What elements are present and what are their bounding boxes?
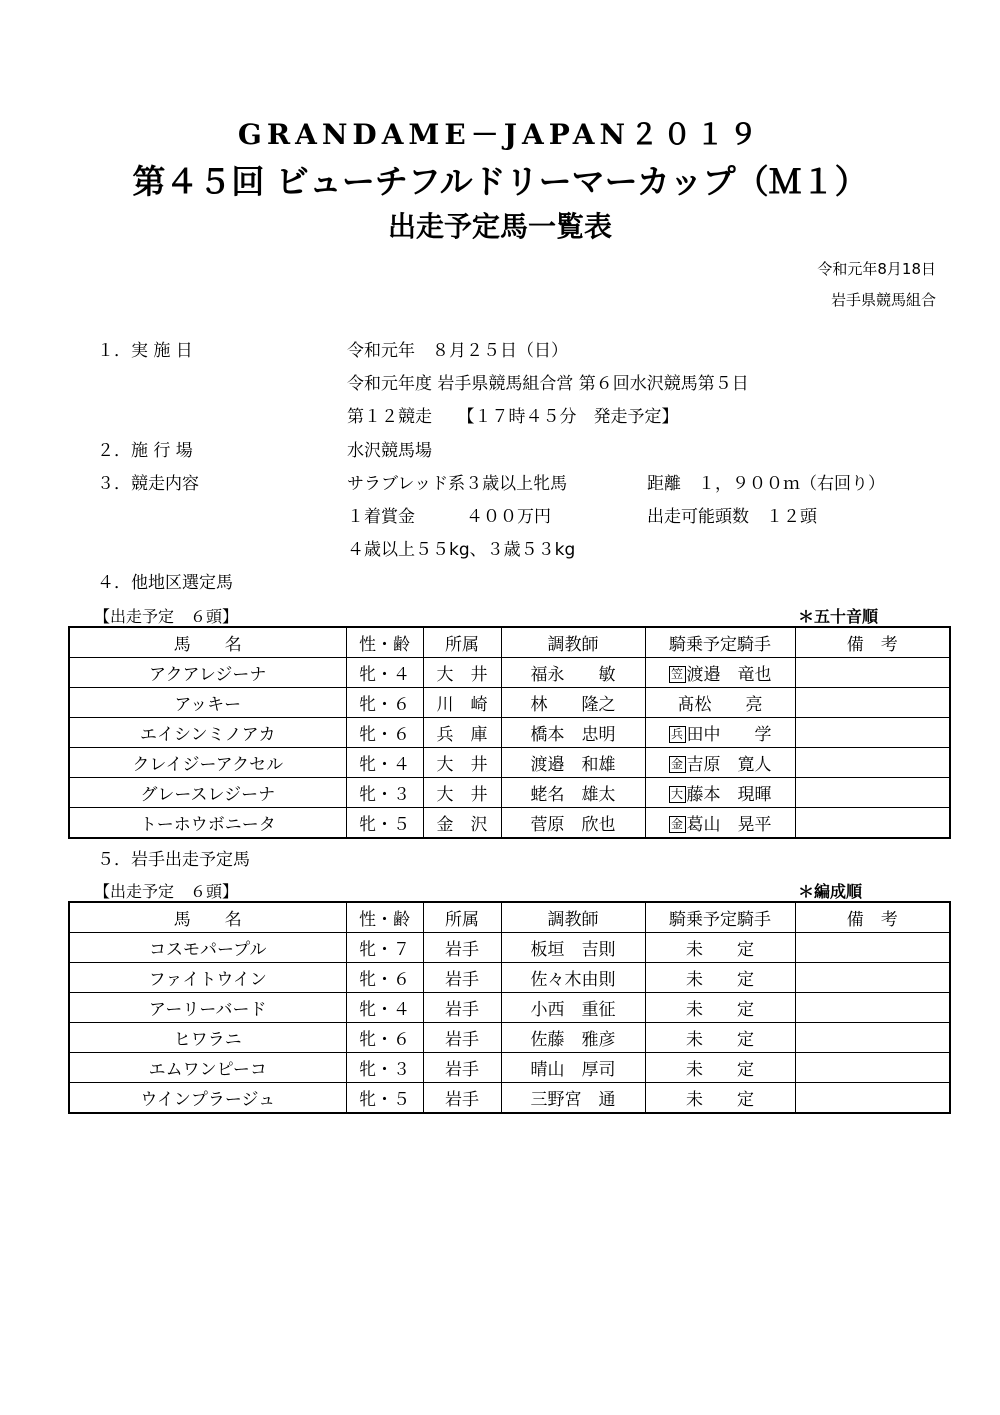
sex-age: 牝・６ bbox=[346, 1023, 423, 1053]
affiliation: 兵 庫 bbox=[423, 718, 501, 748]
iwate-table bbox=[68, 901, 951, 1114]
sex-age: 牝・４ bbox=[346, 658, 423, 688]
jockey bbox=[645, 658, 795, 688]
region-badge: 兵 bbox=[669, 726, 686, 743]
meet-value: 令和元年度 岩手県競馬組合営 第６回水沢競馬第５日 bbox=[347, 374, 749, 394]
table-row bbox=[69, 718, 950, 748]
horse-name: アクアレジーナ bbox=[69, 658, 346, 688]
section5-subheading: 【出走予定 ６頭】 bbox=[94, 882, 239, 901]
note bbox=[795, 1083, 950, 1114]
table-row bbox=[69, 1053, 950, 1083]
affiliation: 岩手 bbox=[423, 933, 501, 963]
trainer: 福永 敏 bbox=[501, 658, 645, 688]
horse-name: エムワンピーコ bbox=[69, 1053, 346, 1083]
region-badge: 大 bbox=[669, 786, 686, 803]
trainer: 佐藤 雅彦 bbox=[501, 1023, 645, 1053]
issue-date: 令和元年8月18日 bbox=[817, 260, 936, 278]
trainer: 小西 重征 bbox=[501, 993, 645, 1023]
trainer: 渡邉 和雄 bbox=[501, 748, 645, 778]
trainer: 林 隆之 bbox=[501, 688, 645, 718]
header-affiliation: 所属 bbox=[423, 902, 501, 933]
table-row bbox=[69, 993, 950, 1023]
race-title: 第４５回 ビューチフルドリーマーカップ（Ｍ１） bbox=[132, 162, 868, 201]
table-header-row bbox=[69, 902, 950, 933]
horse-name: アッキー bbox=[69, 688, 346, 718]
title-english: GRANDAME－JAPAN２０１９ bbox=[237, 118, 763, 151]
header-trainer: 調教師 bbox=[501, 627, 645, 658]
issuer: 岩手県競馬組合 bbox=[830, 291, 936, 309]
sex-age: 牝・３ bbox=[346, 778, 423, 808]
jockey bbox=[645, 688, 795, 718]
jockey-name: 藤本 現暉 bbox=[686, 785, 772, 805]
header-sex-age: 性・齢 bbox=[346, 627, 423, 658]
header-affiliation: 所属 bbox=[423, 627, 501, 658]
sex-age: 牝・６ bbox=[346, 963, 423, 993]
header-horse-name: 馬 名 bbox=[69, 627, 346, 658]
note bbox=[795, 718, 950, 748]
affiliation: 川 崎 bbox=[423, 688, 501, 718]
sex-age: 牝・４ bbox=[346, 748, 423, 778]
affiliation: 金 沢 bbox=[423, 808, 501, 839]
affiliation: 岩手 bbox=[423, 993, 501, 1023]
horse-name: ファイトウイン bbox=[69, 963, 346, 993]
trainer: 板垣 吉則 bbox=[501, 933, 645, 963]
table-row bbox=[69, 688, 950, 718]
jockey: 未 定 bbox=[645, 1083, 795, 1114]
sex-age: 牝・７ bbox=[346, 933, 423, 963]
section4-order-note: ＊五十音順 bbox=[798, 607, 879, 626]
table-row bbox=[69, 933, 950, 963]
sex-age: 牝・６ bbox=[346, 688, 423, 718]
sex-age: 牝・５ bbox=[346, 808, 423, 839]
header-horse-name: 馬 名 bbox=[69, 902, 346, 933]
jockey bbox=[645, 748, 795, 778]
venue-label: ２．施 行 場 bbox=[97, 441, 193, 461]
sex-age: 牝・５ bbox=[346, 1083, 423, 1114]
trainer: 三野宮 通 bbox=[501, 1083, 645, 1114]
weight-value: ４歳以上５５kg、３歳５３kg bbox=[347, 540, 576, 560]
header-note: 備 考 bbox=[795, 902, 950, 933]
trainer: 蛯名 雄太 bbox=[501, 778, 645, 808]
table-row bbox=[69, 1023, 950, 1053]
region-badge: 金 bbox=[669, 756, 686, 773]
date-label: １．実 施 日 bbox=[97, 341, 193, 361]
capacity-value: 出走可能頭数 １２頭 bbox=[647, 507, 817, 527]
horse-name: ヒワラニ bbox=[69, 1023, 346, 1053]
table-row bbox=[69, 808, 950, 839]
content-label: ３．競走内容 bbox=[97, 474, 199, 494]
note bbox=[795, 993, 950, 1023]
note bbox=[795, 748, 950, 778]
header-trainer: 調教師 bbox=[501, 902, 645, 933]
table-row bbox=[69, 1083, 950, 1114]
section5-order-note: ＊編成順 bbox=[798, 882, 863, 901]
jockey bbox=[645, 778, 795, 808]
jockey: 未 定 bbox=[645, 1023, 795, 1053]
affiliation: 岩手 bbox=[423, 963, 501, 993]
sex-age: 牝・４ bbox=[346, 993, 423, 1023]
affiliation: 岩手 bbox=[423, 1023, 501, 1053]
jockey-name: 葛山 晃平 bbox=[686, 815, 772, 835]
affiliation: 大 井 bbox=[423, 658, 501, 688]
table-row bbox=[69, 658, 950, 688]
horse-name: クレイジーアクセル bbox=[69, 748, 346, 778]
header-jockey: 騎乗予定騎手 bbox=[645, 627, 795, 658]
jockey-name: 田中 学 bbox=[686, 725, 772, 745]
note bbox=[795, 658, 950, 688]
trainer: 橋本 忠明 bbox=[501, 718, 645, 748]
trainer: 菅原 欣也 bbox=[501, 808, 645, 839]
affiliation: 大 井 bbox=[423, 748, 501, 778]
note bbox=[795, 963, 950, 993]
header-sex-age: 性・齢 bbox=[346, 902, 423, 933]
header-jockey: 騎乗予定騎手 bbox=[645, 902, 795, 933]
table-header-row bbox=[69, 627, 950, 658]
distance-value: 距離 １，９００ｍ（右回り） bbox=[647, 474, 885, 494]
document-title: 出走予定馬一覧表 bbox=[387, 210, 612, 243]
other-region-table bbox=[68, 626, 951, 839]
trainer: 晴山 厚司 bbox=[501, 1053, 645, 1083]
jockey: 未 定 bbox=[645, 993, 795, 1023]
section4-heading: ４．他地区選定馬 bbox=[97, 573, 233, 593]
note bbox=[795, 933, 950, 963]
jockey-name: 渡邉 竜也 bbox=[686, 665, 772, 685]
note bbox=[795, 1023, 950, 1053]
table-row bbox=[69, 748, 950, 778]
region-badge: 金 bbox=[669, 816, 686, 833]
header-note: 備 考 bbox=[795, 627, 950, 658]
jockey bbox=[645, 718, 795, 748]
jockey: 未 定 bbox=[645, 933, 795, 963]
jockey: 未 定 bbox=[645, 963, 795, 993]
trainer: 佐々木由則 bbox=[501, 963, 645, 993]
sex-age: 牝・６ bbox=[346, 718, 423, 748]
affiliation: 岩手 bbox=[423, 1083, 501, 1114]
horse-name: アーリーバード bbox=[69, 993, 346, 1023]
note bbox=[795, 778, 950, 808]
horse-name: コスモパープル bbox=[69, 933, 346, 963]
note bbox=[795, 808, 950, 839]
table-row bbox=[69, 963, 950, 993]
race-value: 第１２競走 【１７時４５分 発走予定】 bbox=[347, 407, 679, 427]
note bbox=[795, 1053, 950, 1083]
region-badge: 笠 bbox=[669, 666, 686, 683]
affiliation: 大 井 bbox=[423, 778, 501, 808]
affiliation: 岩手 bbox=[423, 1053, 501, 1083]
jockey-name: 吉原 寛人 bbox=[686, 755, 772, 775]
date-value: 令和元年 ８月２５日（日） bbox=[347, 341, 568, 361]
horse-name: トーホウボニータ bbox=[69, 808, 346, 839]
prize-value: １着賞金 ４００万円 bbox=[347, 507, 551, 527]
horse-name: グレースレジーナ bbox=[69, 778, 346, 808]
table-row bbox=[69, 778, 950, 808]
jockey: 未 定 bbox=[645, 1053, 795, 1083]
horse-name: ウインプラージュ bbox=[69, 1083, 346, 1114]
sex-age: 牝・３ bbox=[346, 1053, 423, 1083]
note bbox=[795, 688, 950, 718]
section4-subheading: 【出走予定 ６頭】 bbox=[94, 607, 239, 626]
jockey bbox=[645, 808, 795, 839]
venue-value: 水沢競馬場 bbox=[347, 441, 432, 461]
content-value: サラブレッド系３歳以上牝馬 bbox=[347, 474, 568, 494]
section5-heading: ５．岩手出走予定馬 bbox=[97, 850, 250, 870]
jockey-name: 髙松 亮 bbox=[677, 695, 763, 715]
horse-name: エイシンミノアカ bbox=[69, 718, 346, 748]
